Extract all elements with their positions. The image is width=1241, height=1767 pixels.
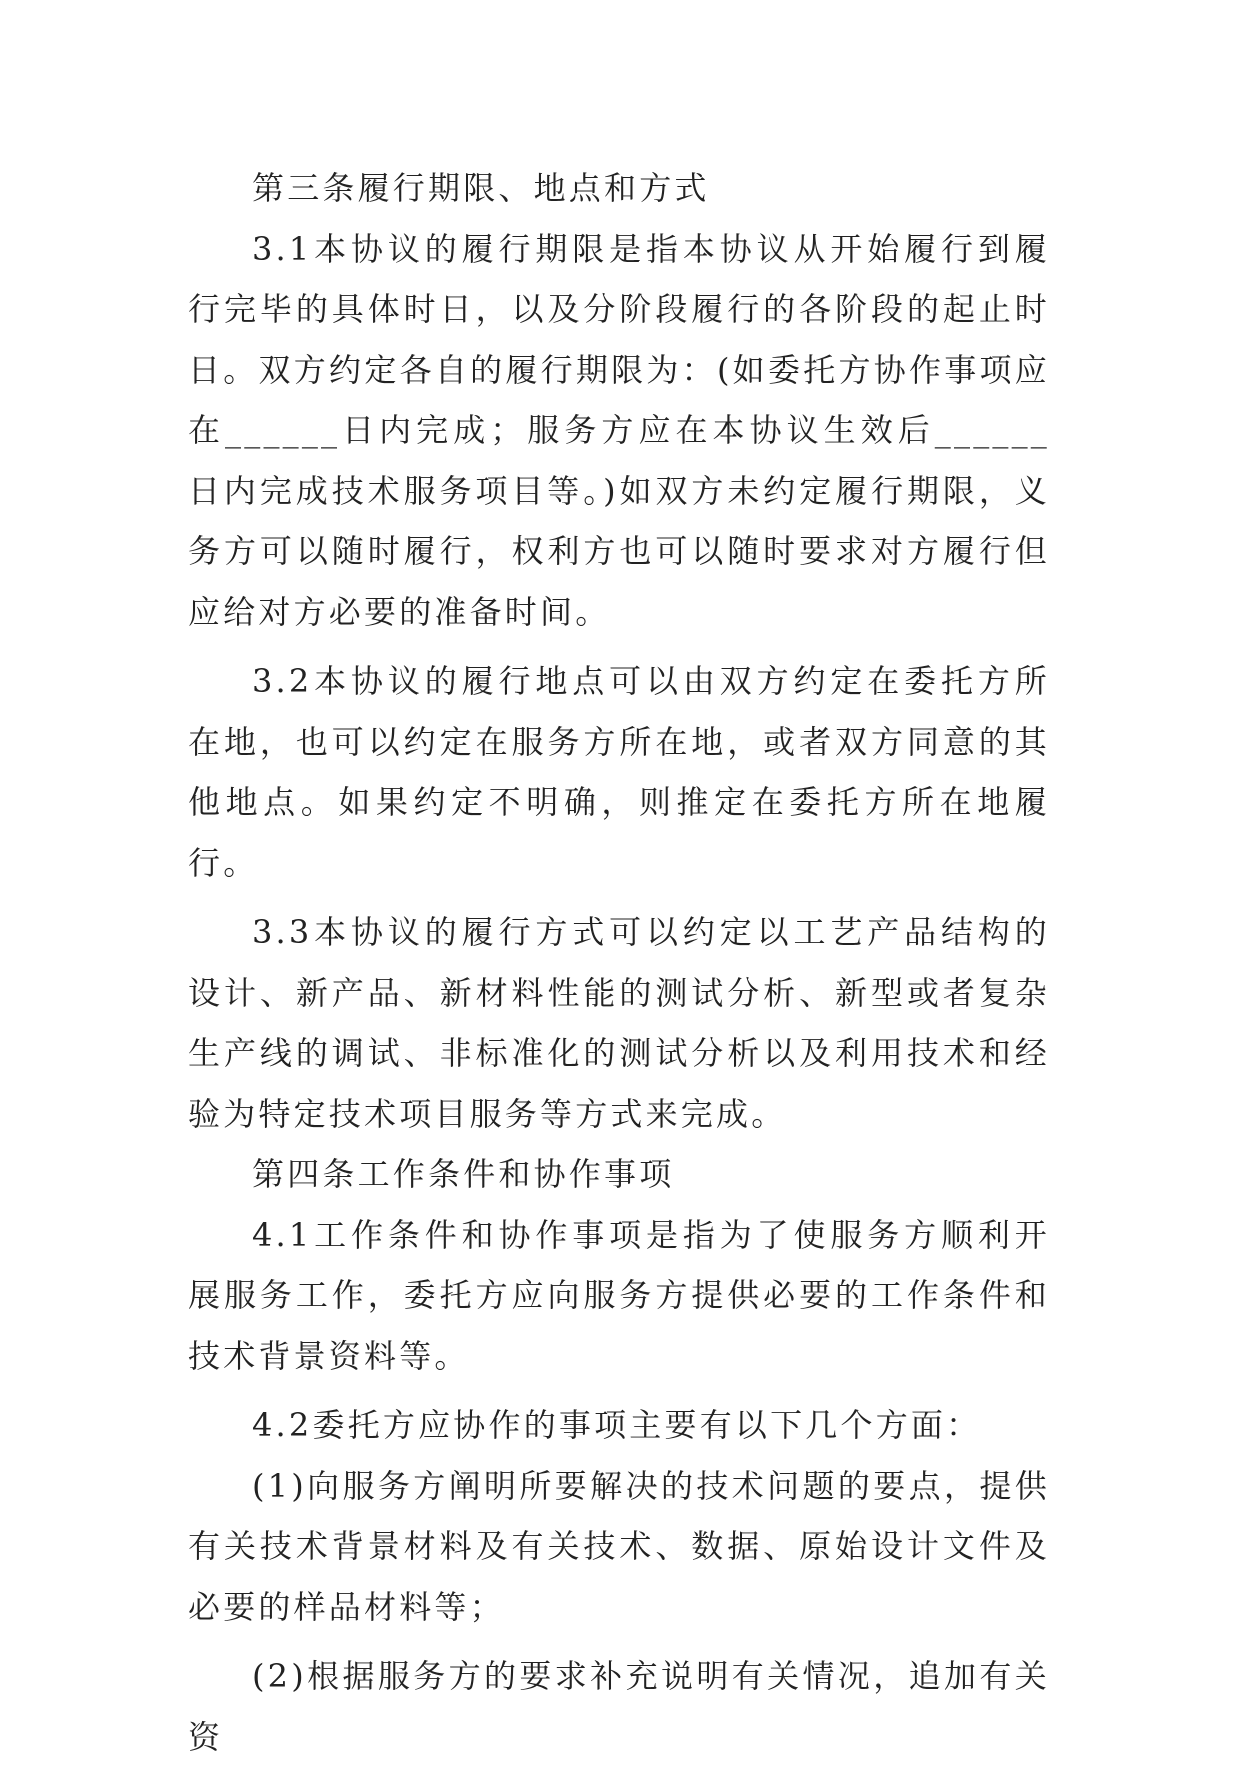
- paragraph-4-1: 4.1工作条件和协作事项是指为了使服务方顺利开展服务工作，委托方应向服务方提供必要的工作条件和技术背景资料等。: [188, 1215, 1050, 1375]
- document-body: [188, 158, 1050, 1767]
- paragraph-3-1: 3.1本协议的履行期限是指本协议从开始履行到履行完毕的具体时日，以及分阶段履行的各阶段的起止时日。双方约定各自的履行期限为：(如委托方协作事项应在______日内完成；服务方应在本协议生效后______日内完成技术服务项目等。)如双方未约定履行期限，义务方可以随时履行，权利方也可以随时要求对方履行但应给对方必要的准备时间。: [188, 229, 1050, 631]
- list-item-1: (1)向服务方阐明所要解决的技术问题的要点，提供有关技术背景材料及有关技术、数据、原始设计文件及必要的样品材料等；: [188, 1466, 1050, 1626]
- list-item-2: (2)根据服务方的要求补充说明有关情况，追加有关资: [188, 1657, 1050, 1756]
- section-heading-article-3: 第三条履行期限、地点和方式: [252, 169, 710, 207]
- section-heading-article-4: 第四条工作条件和协作事项: [252, 1155, 675, 1193]
- paragraph-3-3: 3.3本协议的履行方式可以约定以工艺产品结构的设计、新产品、新材料性能的测试分析、新型或者复杂生产线的调试、非标准化的测试分析以及利用技术和经验为特定技术项目服务等方式来完成。: [188, 913, 1050, 1133]
- paragraph-3-2: 3.2本协议的履行地点可以由双方约定在委托方所在地，也可以约定在服务方所在地，或者双方同意的其他地点。如果约定不明确，则推定在委托方所在地履行。: [188, 662, 1050, 882]
- paragraph-4-2: 4.2委托方应协作的事项主要有以下几个方面：: [252, 1406, 982, 1444]
